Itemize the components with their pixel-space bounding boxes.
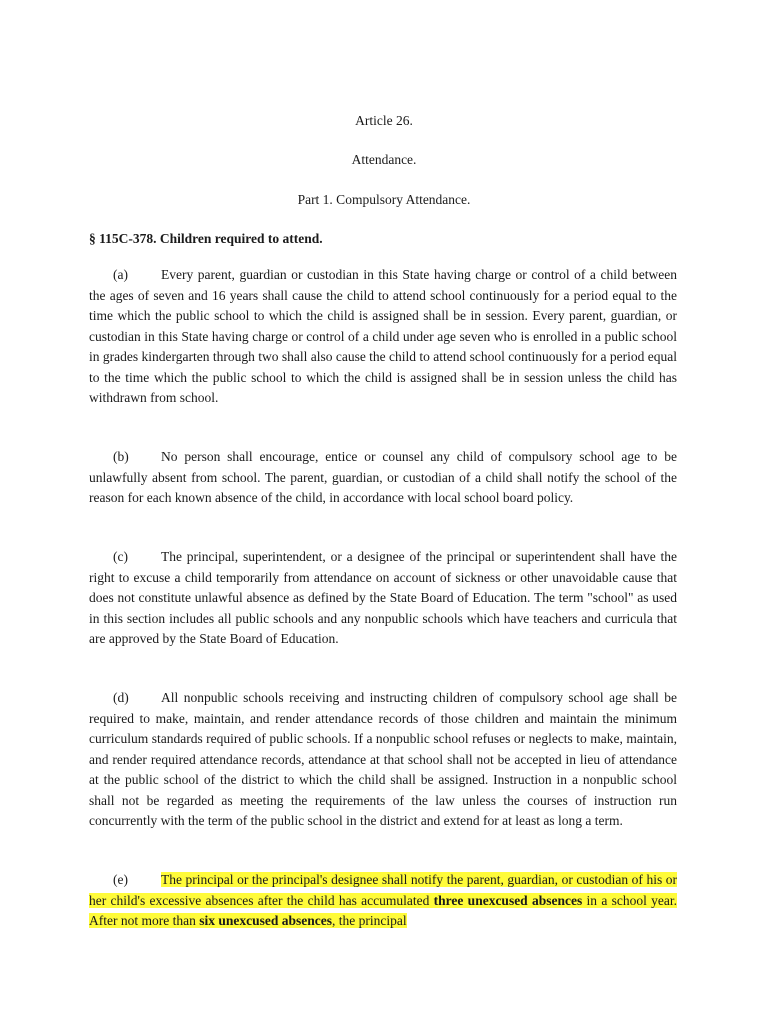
paragraph-c xyxy=(89,547,677,650)
paragraph-label: (b) xyxy=(113,449,129,464)
part-title: Part 1. Compulsory Attendance. xyxy=(297,192,471,207)
paragraph-label: (a) xyxy=(113,267,128,282)
bold-phrase-three-absences: three unexcused absences xyxy=(433,892,583,908)
paragraph-text-part: , the principal xyxy=(331,913,407,928)
highlighted-text xyxy=(89,872,677,928)
paragraph-a xyxy=(89,265,677,409)
paragraph-label: (c) xyxy=(113,549,128,564)
article-title: Attendance. xyxy=(351,152,417,167)
bold-phrase-six-absences: six unexcused absences xyxy=(199,913,332,928)
paragraph-text: No person shall encourage, entice or counsel any child of compulsory school age to be unlawfully absent from school. The parent, guardian, or custodian of a child shall notify the school of the reason for each known absence of the child, in accordance with local school board policy. xyxy=(89,449,677,505)
article-number: Article 26. xyxy=(355,113,413,128)
paragraph-text: Every parent, guardian or custodian in this State having charge or control of a child between the ages of seven and 16 years shall cause the child to attend school continuously for a period equal to the time which the public school to which the child is assigned shall be in session. Every parent, guardian, or custodian in this State having charge or control of a child under age seven who is enrolled in a public school in grades kindergarten through two shall also cause the child to attend school continuously for a period equal to the time which the public school to which the child is assigned shall be in session unless the child has withdrawn from school. xyxy=(89,267,677,405)
paragraph-d xyxy=(89,688,677,832)
section-heading: § 115C-378. Children required to attend. xyxy=(89,231,323,246)
paragraph-label: (e) xyxy=(113,872,128,887)
paragraph-label: (d) xyxy=(113,690,129,705)
paragraph-e xyxy=(89,870,677,932)
paragraph-b xyxy=(89,447,677,509)
paragraph-text: The principal, superintendent, or a designee of the principal or superintendent shall have the right to excuse a child temporarily from attendance on account of sickness or other unavoidable cause that does not constitute unlawful absence as defined by the State Board of Education. The term "school" as used in this section includes all public schools and any nonpublic schools which have teachers and curricula that are approved by the State Board of Education. xyxy=(89,549,677,646)
paragraph-text: All nonpublic schools receiving and instructing children of compulsory school age shall be required to make, maintain, and render attendance records of those children and maintain the minimum curriculum standards required of public schools. If a nonpublic school refuses or neglects to make, maintain, and render required attendance records, attendance at that school shall not be accepted in lieu of attendance at the public school of the district to which the child shall be assigned. Instruction in a nonpublic school shall not be regarded as meeting the requirements of the law unless the courses of instruction run concurrently with the term of the public school in the district and extend for at least as long a term. xyxy=(89,690,677,828)
paragraph-text-part: in a school year. After not more than xyxy=(89,892,677,928)
paragraph-text-part: The principal or the principal's designee shall notify the parent, guardian, or custodian of his or her child's excessive absences after the child has accumulated xyxy=(89,872,677,908)
